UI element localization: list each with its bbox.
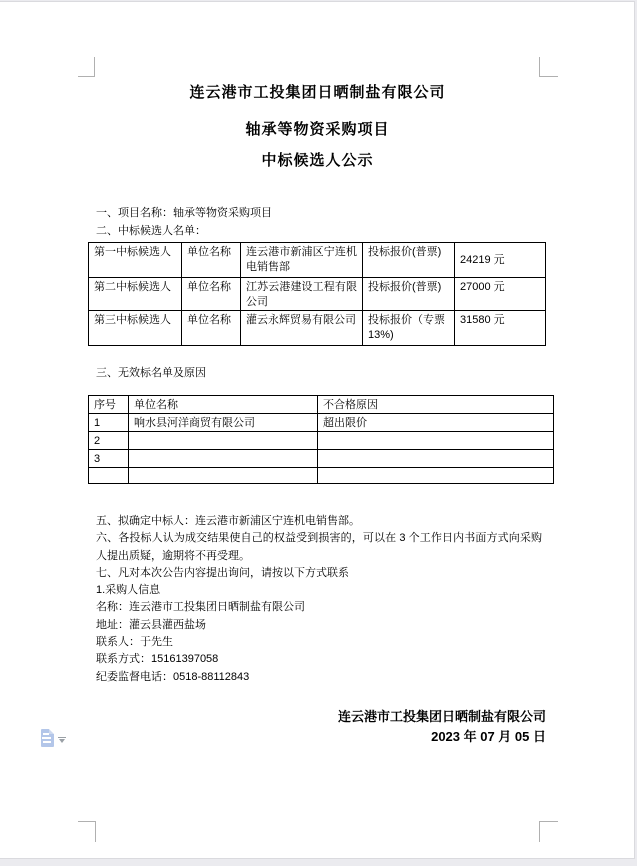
company-name-cell: 灌云永辉贸易有限公司 (241, 311, 363, 346)
serial-number-cell: 3 (89, 450, 129, 468)
company-name-cell (129, 450, 318, 468)
paragraph-project-name: 一、项目名称：轴承等物资采购项目 (96, 207, 272, 219)
table-row (89, 311, 546, 346)
header-reason: 不合格原因 (318, 396, 554, 414)
price-label-cell: 投标报价(普票) (363, 278, 455, 311)
header-serial-number: 序号 (89, 396, 129, 414)
paragraph-purchaser-name: 名称：连云港市工投集团日晒制盐有限公司 (96, 601, 305, 614)
price-value-cell: 27000 元 (455, 278, 546, 311)
document-icon[interactable] (41, 729, 54, 747)
reason-cell: 超出限价 (318, 414, 554, 432)
company-name-cell (129, 468, 318, 484)
table-row (89, 278, 546, 311)
serial-number-cell (89, 468, 129, 484)
table-row (89, 432, 554, 450)
signature-date: 2023 年 07 月 05 日 (431, 729, 546, 744)
paragraph-supervision-phone: 纪委监督电话：0518-88112843 (96, 670, 250, 683)
table-row (89, 243, 546, 278)
company-name-cell (129, 432, 318, 450)
company-name-cell: 连云港市新浦区宁连机电销售部 (241, 243, 363, 278)
price-value-cell: 31580 元 (455, 311, 546, 346)
company-name-cell: 江苏云港建设工程有限公司 (241, 278, 363, 311)
price-label-cell: 投标报价(普票) (363, 243, 455, 278)
title-line-company: 连云港市工投集团日晒制盐有限公司 (189, 84, 446, 101)
body-paragraphs (96, 513, 542, 686)
signature-block (96, 707, 546, 747)
section-invalid-bids-heading: 三、无效标名单及原因 (96, 367, 206, 379)
unit-name-label-cell: 单位名称 (182, 243, 241, 278)
table-row (89, 450, 554, 468)
price-value-cell: 24219 元 (455, 243, 546, 278)
serial-number-cell: 2 (89, 432, 129, 450)
title-line-announcement: 中标候选人公示 (261, 152, 374, 169)
reason-cell (318, 450, 554, 468)
signature-company: 连云港市工投集团日晒制盐有限公司 (337, 709, 546, 724)
dropdown-arrow-icon[interactable] (58, 737, 66, 743)
invalid-bids-table (88, 395, 554, 484)
paragraph-candidate-list-label: 二、中标候选人名单： (96, 225, 206, 237)
document-title-block (96, 84, 539, 170)
table-row (89, 468, 554, 484)
price-label-cell: 投标报价（专票 13%) (363, 311, 455, 346)
document-page (0, 2, 634, 858)
candidate-rank-cell: 第二中标候选人 (89, 278, 182, 311)
serial-number-cell: 1 (89, 414, 129, 432)
candidate-rank-cell: 第一中标候选人 (89, 243, 182, 278)
header-unit-name: 单位名称 (129, 396, 318, 414)
margin-crop-mark-bottom-right (539, 821, 558, 842)
margin-crop-mark-bottom-left (78, 821, 96, 842)
company-name-cell: 响水县河洋商贸有限公司 (129, 414, 318, 432)
reason-cell (318, 468, 554, 484)
unit-name-label-cell: 单位名称 (182, 311, 241, 346)
title-line-project: 轴承等物资采购项目 (245, 121, 390, 138)
paragraph-confirmed-winner: 五、拟确定中标人：连云港市新浦区宁连机电销售部。 (96, 515, 360, 527)
reason-cell (318, 432, 554, 450)
table-header-row (89, 396, 554, 414)
intro-paragraphs (96, 204, 542, 240)
unit-name-label-cell: 单位名称 (182, 278, 241, 311)
page-fold-corner (49, 729, 54, 734)
paragraph-purchaser-address: 地址：灌云县灌西盐场 (96, 618, 206, 631)
margin-crop-mark-top-left (78, 57, 95, 77)
candidate-rank-cell: 第三中标候选人 (89, 311, 182, 346)
paragraph-contact-phone: 联系方式：15161397058 (96, 653, 219, 666)
paragraph-contact-person: 联系人：于先生 (96, 636, 173, 649)
table-row (89, 414, 554, 432)
margin-crop-mark-top-right (539, 57, 558, 77)
bid-candidates-table (88, 242, 546, 346)
paragraph-inquiry-contact: 七、凡对本次公告内容提出询问，请按以下方式联系 (96, 566, 349, 579)
paragraph-objection-notice: 六、各投标人认为成交结果使自己的权益受到损害的，可以在 3 个工作日内书面方式向采购人提出质疑，逾期将不再受理。 (96, 532, 542, 562)
paragraph-purchaser-info-label: 1.采购人信息 (96, 584, 161, 597)
